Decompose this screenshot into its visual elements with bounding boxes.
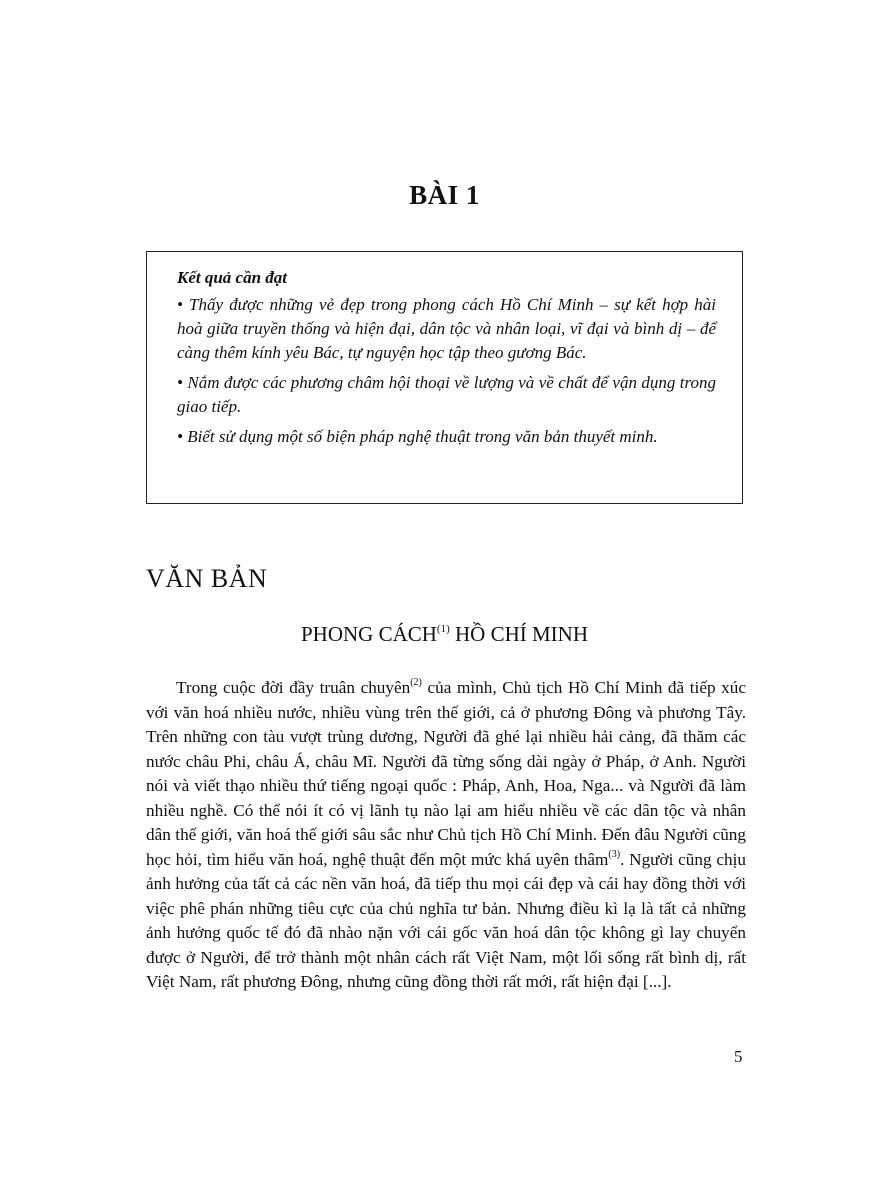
paragraph-segment: . Người cũng chịu ảnh hưởng của tất cả các nền văn hoá, đã tiếp thu mọi cái đẹp và cái hay đồng thời với việc phê phán những tiêu cực của chủ nghĩa tư bản. Nhưng điều kì lạ là tất cả những ảnh hưởng quốc tế đó đã nhào nặn với cái gốc văn hoá dân tộc không gì lay chuyển được ở Người, để trở thành một nhân cách rất Việt Nam, một lối sống rất bình dị, rất Việt Nam, rất phương Đông, nhưng cũng đồng thời rất mới, rất hiện đại [...].	[146, 849, 746, 991]
text-title	[0, 622, 889, 647]
footnote-ref: (1)	[436, 623, 450, 635]
text-title-rest: HỒ CHÍ MINH	[449, 622, 588, 646]
text-title-main: PHONG CÁCH	[300, 622, 437, 646]
objectives-heading: Kết quả cần đạt	[177, 268, 288, 287]
objective-item: • Nắm được các phương châm hội thoại về lượng và về chất để vận dụng trong giao tiếp.	[177, 373, 716, 416]
page-number: 5	[734, 1047, 743, 1066]
section-heading: VĂN BẢN	[146, 564, 268, 593]
paragraph-segment: Trong cuộc đời đầy truân chuyên	[176, 678, 411, 697]
paragraph-segment: của mình, Chủ tịch Hồ Chí Minh đã tiếp xúc với văn hoá nhiều nước, nhiều vùng trên thế giới, cả ở phương Đông và phương Tây. Trên những con tàu vượt trùng dương, Người đã ghé lại nhiều hải cảng, đã thăm các nước châu Phi, châu Á, châu Mĩ. Người đã từng sống dài ngày ở Pháp, ở Anh. Người nói và viết thạo nhiều thứ tiếng ngoại quốc : Pháp, Anh, Hoa, Nga... và Người đã làm nhiều nghề. Có thể nói ít có vị lãnh tụ nào lại am hiểu nhiều về các dân tộc và nhân dân thế giới, văn hoá thế giới sâu sắc như Chủ tịch Hồ Chí Minh. Đến đâu Người cũng học hỏi, tìm hiểu văn hoá, nghệ thuật đến một mức khá uyên thâm	[146, 678, 746, 869]
objective-item: • Biết sử dụng một số biện pháp nghệ thuật trong văn bản thuyết minh.	[177, 427, 658, 446]
objective-item: • Thấy được những vẻ đẹp trong phong cách Hồ Chí Minh – sự kết hợp hài hoà giữa truyền thống và hiện đại, dân tộc và nhân loại, vĩ đại và bình dị – để càng thêm kính yêu Bác, tự nguyện học tập theo gương Bác.	[177, 295, 716, 362]
footnote-ref: (2)	[410, 677, 422, 688]
objectives-box	[146, 251, 743, 504]
footnote-ref: (3)	[608, 848, 621, 860]
lesson-title: BÀI 1	[409, 180, 480, 210]
body-paragraph	[146, 676, 746, 995]
